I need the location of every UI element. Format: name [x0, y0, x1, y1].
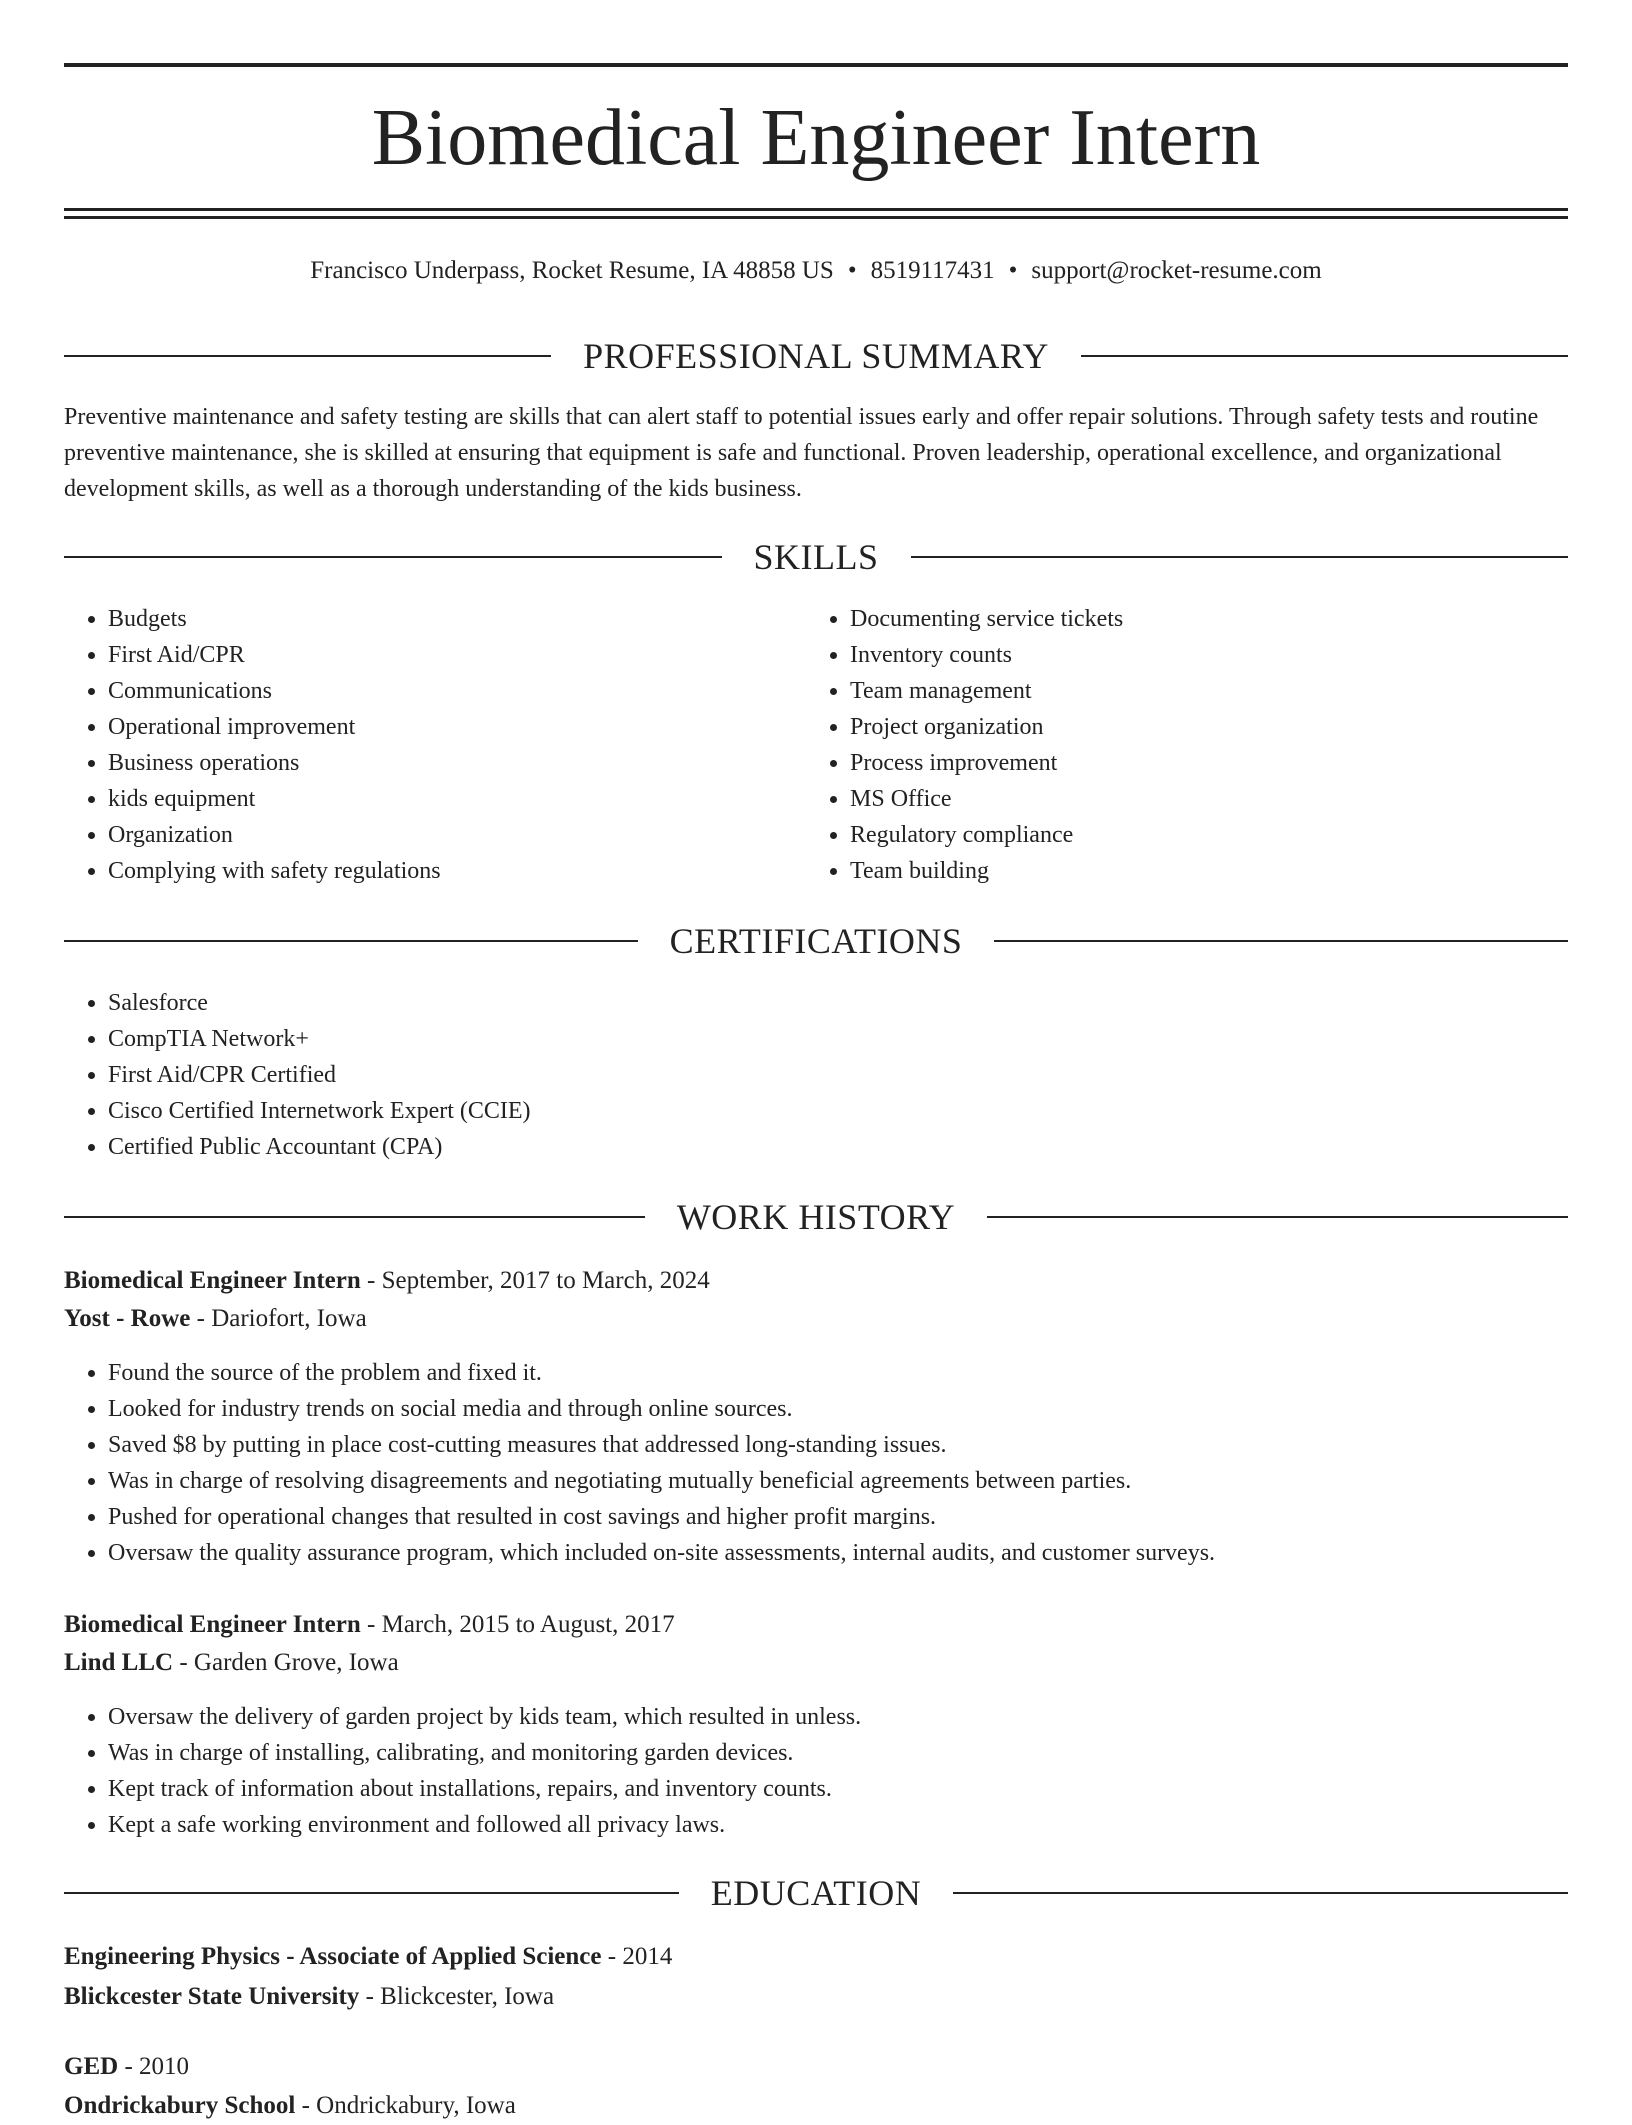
contact-separator: • [1008, 257, 1018, 284]
skills-heading [64, 535, 1568, 579]
skill-item: • Business operations [108, 745, 808, 781]
certifications-list [64, 985, 1508, 1165]
job-title-line [64, 1262, 1568, 1300]
education-school: Ondrickabury School [64, 2092, 296, 2119]
job-bullet: • Found the source of the problem and fixed it. [108, 1355, 1568, 1391]
education-school-line [64, 2087, 1568, 2125]
education-heading [64, 1871, 1568, 1915]
skill-item: • Complying with safety regulations [108, 853, 808, 889]
summary-heading-label: PROFESSIONAL SUMMARY [583, 336, 1049, 376]
certifications-heading [64, 919, 1568, 963]
heading-rule [911, 556, 1569, 558]
certifications-heading-label: CERTIFICATIONS [669, 921, 963, 961]
summary-heading [64, 334, 1568, 378]
skill-item: • Budgets [108, 601, 808, 637]
job-title-line [64, 1606, 1568, 1644]
contact-phone: 8519117431 [870, 257, 995, 284]
job-dates: - September, 2017 to March, 2024 [360, 1267, 710, 1294]
certification-item: • Salesforce [108, 985, 1508, 1021]
certification-item: • First Aid/CPR Certified [108, 1057, 1508, 1093]
certification-item: • CompTIA Network+ [108, 1021, 1508, 1057]
skill-item: • Process improvement [850, 745, 1550, 781]
heading-rule [64, 1892, 679, 1894]
education-degree: Engineering Physics - Associate of Applied Science [64, 1943, 602, 1970]
header-double-rule-bottom [64, 216, 1568, 219]
education-year: - 2010 [118, 2053, 190, 2080]
heading-rule [64, 556, 722, 558]
job-bullet: • Kept track of information about installations, repairs, and inventory counts. [108, 1771, 1568, 1807]
job-bullet: • Pushed for operational changes that resulted in cost savings and higher profit margins. [108, 1499, 1568, 1535]
skill-item: • Project organization [850, 709, 1550, 745]
skill-item: • MS Office [850, 781, 1550, 817]
heading-rule [1081, 355, 1568, 357]
job-bullets [64, 1355, 1568, 1571]
job-bullet: • Kept a safe working environment and followed all privacy laws. [108, 1807, 1568, 1843]
job-bullet: • Saved $8 by putting in place cost-cutting measures that addressed long-standing issues. [108, 1427, 1568, 1463]
job-location: - Garden Grove, Iowa [173, 1649, 399, 1676]
skill-item: • Operational improvement [108, 709, 808, 745]
heading-rule [987, 1216, 1568, 1218]
skill-item: • Regulatory compliance [850, 817, 1550, 853]
heading-rule [64, 940, 638, 942]
skill-item: • Inventory counts [850, 637, 1550, 673]
job-dates: - March, 2015 to August, 2017 [360, 1611, 675, 1638]
header-double-rule-top [64, 208, 1568, 211]
job-company-line [64, 1644, 1568, 1682]
summary-text: Preventive maintenance and safety testing are skills that can alert staff to potential issues early and offer repair solutions. Through safety tests and routine preventive maintenance, she is skilled at ensuring that equipment is safe and functional. Proven leadership, operational excellence, and organizational development skills, as well as a thorough understanding of the kids business. [64, 404, 1539, 502]
heading-rule [994, 940, 1568, 942]
skill-item: • Communications [108, 673, 808, 709]
job-bullet: • Was in charge of resolving disagreements and negotiating mutually beneficial agreements between parties. [108, 1463, 1568, 1499]
skill-item: • Documenting service tickets [850, 601, 1550, 637]
heading-rule [64, 355, 551, 357]
education-school: Blickcester State University [64, 1983, 360, 2010]
resume-title: Biomedical Engineer Intern [371, 94, 1261, 182]
education-degree-line [64, 1938, 1568, 1976]
job-company: Yost - Rowe [64, 1305, 191, 1332]
job-bullets [64, 1699, 1568, 1843]
contact-line [64, 253, 1568, 289]
skills-list-right [806, 601, 1550, 889]
skill-item: • Team building [850, 853, 1550, 889]
certification-item: • Certified Public Accountant (CPA) [108, 1129, 1508, 1165]
skill-item: • First Aid/CPR [108, 637, 808, 673]
job-bullet: • Looked for industry trends on social media and through online sources. [108, 1391, 1568, 1427]
job-location: - Dariofort, Iowa [190, 1305, 367, 1332]
contact-separator: • [847, 257, 857, 284]
education-heading-label: EDUCATION [710, 1873, 922, 1913]
skill-item: • Organization [108, 817, 808, 853]
header-top-rule [64, 63, 1568, 67]
heading-rule [64, 1216, 645, 1218]
job-company-line [64, 1300, 1568, 1338]
education-degree: GED [64, 2053, 119, 2080]
work-history-heading-label: WORK HISTORY [676, 1197, 956, 1237]
education-location: - Ondrickabury, Iowa [295, 2092, 516, 2119]
education-degree-line [64, 2048, 1568, 2086]
skills-list-left [64, 601, 808, 889]
job-title: Biomedical Engineer Intern [64, 1267, 361, 1294]
work-history-heading [64, 1195, 1568, 1239]
education-school-line [64, 1978, 1568, 2016]
skill-item: • Team management [850, 673, 1550, 709]
heading-rule [953, 1892, 1568, 1894]
education-year: - 2014 [601, 1943, 673, 1970]
job-title: Biomedical Engineer Intern [64, 1611, 361, 1638]
skill-item: • kids equipment [108, 781, 808, 817]
job-company: Lind LLC [64, 1649, 174, 1676]
skills-heading-label: SKILLS [753, 537, 879, 577]
job-bullet: • Was in charge of installing, calibrating, and monitoring garden devices. [108, 1735, 1568, 1771]
contact-email: support@rocket-resume.com [1031, 257, 1322, 284]
job-bullet: • Oversaw the delivery of garden project by kids team, which resulted in unless. [108, 1699, 1568, 1735]
certification-item: • Cisco Certified Internetwork Expert (CCIE) [108, 1093, 1508, 1129]
education-location: - Blickcester, Iowa [359, 1983, 555, 2010]
contact-address: Francisco Underpass, Rocket Resume, IA 48858 US [310, 257, 834, 284]
job-bullet: • Oversaw the quality assurance program, which included on-site assessments, internal audits, and customer surveys. [108, 1535, 1568, 1571]
